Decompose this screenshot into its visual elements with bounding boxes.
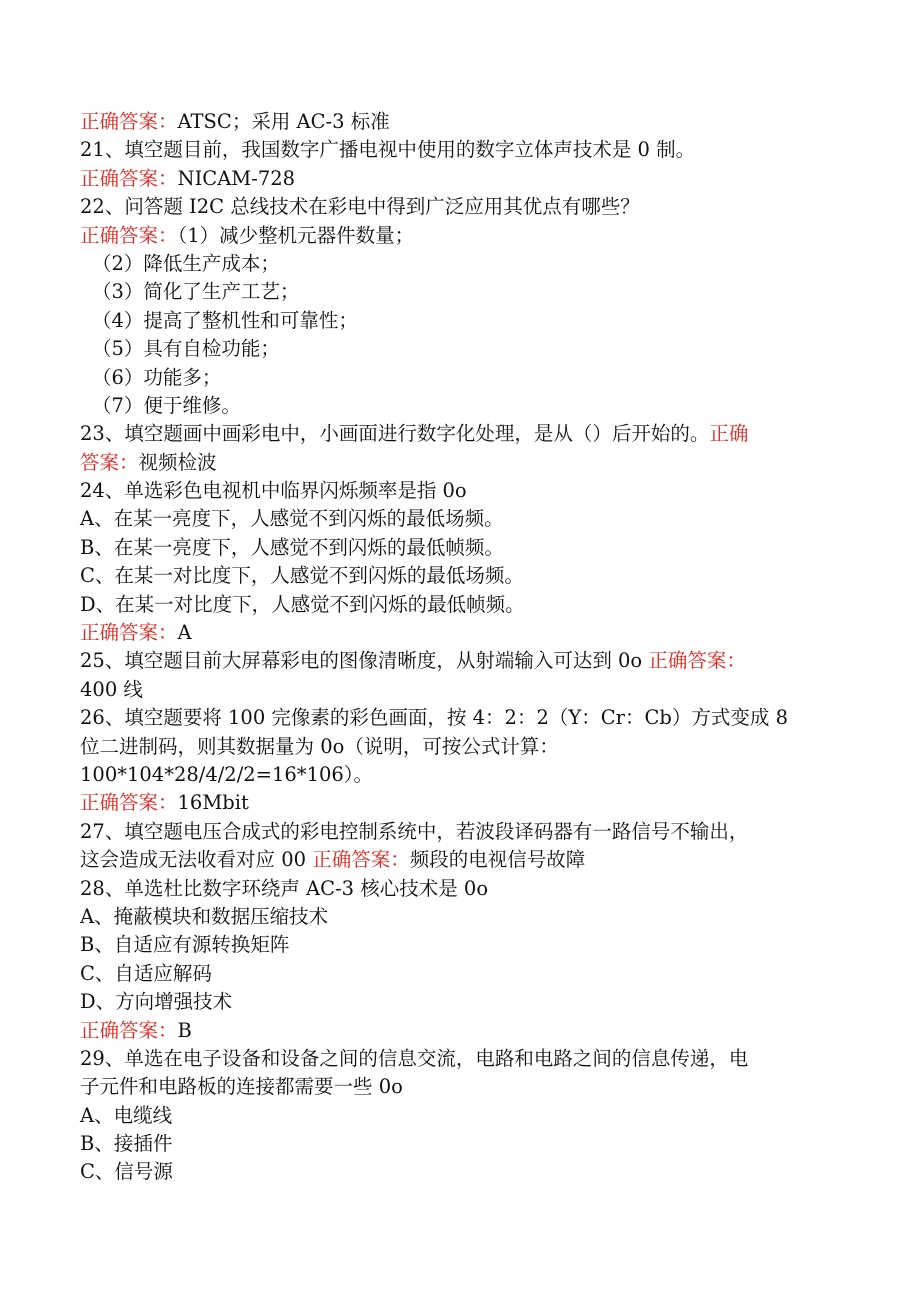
text-line [80, 733, 840, 761]
answer-label: 正确答案： [80, 110, 178, 133]
text-span: C、信号源 [80, 1160, 173, 1184]
text-line [80, 960, 840, 988]
text-span: 子元件和电路板的连接都需要一些 0o [80, 1075, 403, 1099]
text-line [80, 364, 840, 392]
text-line [80, 875, 840, 903]
text-span: 27、填空题电压合成式的彩电控制系统中，若波段译码器有一路信号不输出， [80, 819, 749, 843]
text-span: A [177, 621, 192, 645]
text-line [80, 846, 840, 874]
text-span: A、在某一亮度下，人感觉不到闪烁的最低场频。 [80, 507, 504, 531]
text-span: （5）具有自检功能； [92, 337, 280, 361]
text-span: （1）减少整机元器件数量； [177, 223, 415, 247]
answer-label: 正确答案： [80, 791, 178, 815]
text-span: ATSC；采用 AC-3 标准 [177, 110, 390, 133]
text-span: C、在某一对比度下，人感觉不到闪烁的最低场频。 [80, 564, 524, 588]
answer-label: 正确答案： [80, 223, 178, 247]
text-span: 400 线 [80, 677, 143, 701]
text-span: B、在某一亮度下，人感觉不到闪烁的最低帧频。 [80, 535, 504, 559]
text-line [80, 222, 840, 250]
text-line [80, 903, 840, 931]
text-line [80, 505, 840, 533]
text-line [80, 1130, 840, 1158]
answer-label: 正确答案： [312, 848, 410, 872]
text-line [80, 420, 840, 448]
text-span: 位二进制码，则其数据量为 0o（说明，可按公式计算： [80, 734, 559, 758]
text-line [80, 1158, 840, 1186]
answer-label: 正确 [709, 422, 749, 446]
text-span: （4）提高了整机性和可靠性； [92, 308, 358, 332]
text-line [80, 591, 840, 619]
answer-label: 正确答案： [80, 1018, 178, 1042]
text-line [80, 193, 840, 221]
text-span: 这会造成无法收看对应 00 [80, 848, 313, 872]
answer-label: 正确答案： [80, 621, 178, 645]
text-span: 24、单选彩色电视机中临界闪烁频率是指 0o [80, 479, 467, 503]
text-span: 100*104*28/4/2/2=16*106）。 [80, 762, 374, 786]
answer-label: 答案： [80, 450, 139, 474]
text-span: C、自适应解码 [80, 961, 212, 985]
text-line [80, 307, 840, 335]
text-line [80, 704, 840, 732]
text-span: （6）功能多； [92, 365, 222, 389]
text-line [80, 335, 840, 363]
text-span: （3）简化了生产工艺； [92, 280, 300, 304]
text-span: A、掩蔽模块和数据压缩技术 [80, 904, 329, 928]
text-line [80, 108, 840, 136]
text-line [80, 988, 840, 1016]
text-line [80, 931, 840, 959]
text-span: 视频检波 [138, 450, 217, 474]
answer-label: 正确答案： [648, 649, 746, 673]
text-span: B、接插件 [80, 1132, 173, 1156]
text-line [80, 477, 840, 505]
text-line [80, 818, 840, 846]
text-span: （7）便于维修。 [92, 393, 241, 417]
text-span: 26、填空题要将 100 完像素的彩色画面，按 4：2：2（Y：Cr：Cb）方式变成 8 [80, 706, 788, 730]
text-line [80, 1045, 840, 1073]
text-line [80, 449, 840, 477]
text-line [80, 676, 840, 704]
text-line [80, 165, 840, 193]
text-line [80, 789, 840, 817]
text-span: 28、单选杜比数字环绕声 AC-3 核心技术是 0o [80, 876, 489, 900]
text-span: 29、单选在电子设备和设备之间的信息交流，电路和电路之间的信息传递，电 [80, 1046, 749, 1070]
text-line [80, 534, 840, 562]
text-span: 频段的电视信号故障 [409, 848, 586, 872]
text-span: A、电缆线 [80, 1103, 173, 1127]
text-span: 25、填空题目前大屏幕彩电的图像清晰度，从射端输入可达到 0o [80, 649, 649, 673]
text-span: 23、填空题画中画彩电中，小画面进行数字化处理，是从（）后开始的。 [80, 422, 710, 446]
text-line [80, 136, 840, 164]
text-line [80, 1073, 840, 1101]
text-span: D、方向增强技术 [80, 990, 233, 1014]
text-line [80, 647, 840, 675]
text-line [80, 562, 840, 590]
text-line [80, 761, 840, 789]
text-span: B [177, 1018, 192, 1042]
text-line [80, 392, 840, 420]
text-span: 16Mbit [177, 791, 249, 815]
text-span: 22、问答题 I2C 总线技术在彩电中得到广泛应用其优点有哪些？ [80, 195, 640, 219]
text-line [80, 1102, 840, 1130]
text-span: 21、填空题目前，我国数字广播电视中使用的数字立体声技术是 0 制。 [80, 138, 696, 162]
text-span: D、在某一对比度下，人感觉不到闪烁的最低帧频。 [80, 592, 525, 616]
text-span: （2）降低生产成本； [92, 251, 280, 275]
document-body [80, 108, 840, 1187]
text-line [80, 278, 840, 306]
text-span: B、自适应有源转换矩阵 [80, 933, 290, 957]
text-line [80, 1017, 840, 1045]
text-line [80, 250, 840, 278]
answer-label: 正确答案： [80, 166, 178, 190]
text-line [80, 619, 840, 647]
text-span: NICAM-728 [177, 166, 296, 190]
